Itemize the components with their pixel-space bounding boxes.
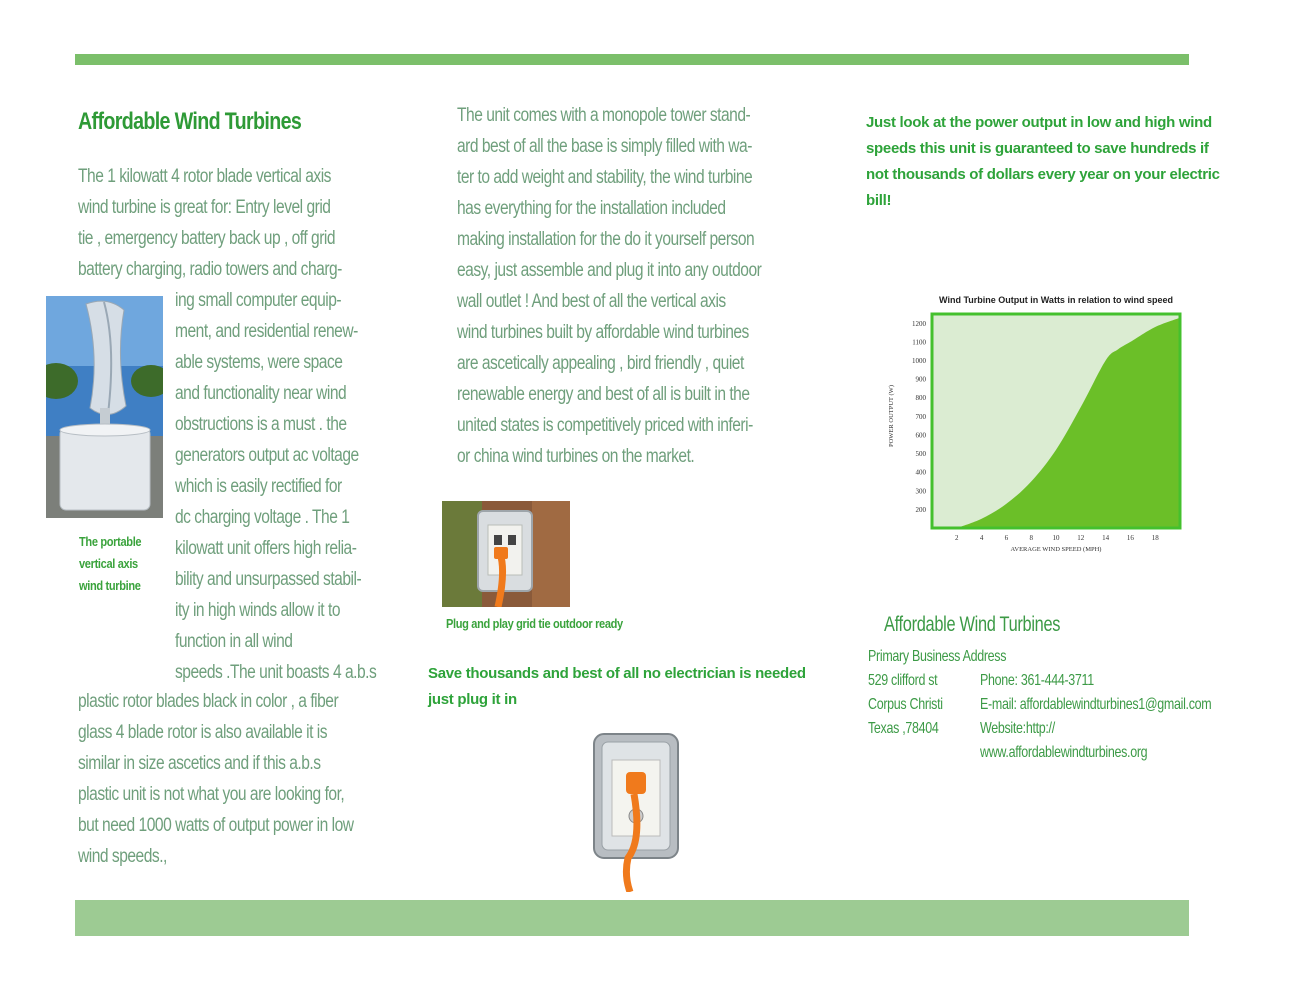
text-line: The 1 kilowatt 4 rotor blade vertical axis: [78, 166, 331, 187]
email-text: E-mail: affordablewindturbines1@gmail.com: [980, 696, 1212, 713]
business-address: [868, 669, 943, 741]
text-line: plastic rotor blades black in color , a fiber: [78, 691, 339, 712]
text-line: glass 4 blade rotor is also available it is: [78, 722, 328, 743]
turbine-photo-caption: [79, 531, 141, 597]
text-line: ing small computer equip-: [175, 290, 342, 311]
text-line: wind turbines built by affordable wind turbines: [457, 322, 749, 343]
address-heading: Primary Business Address: [868, 648, 1007, 665]
middle-text-block: [457, 100, 761, 472]
middle-promo-text: [428, 661, 806, 713]
text-line: tie , emergency battery back up , off grid: [78, 228, 336, 249]
text-line: plastic unit is not what you are looking for,: [78, 784, 345, 805]
promo-line: bill!: [866, 192, 892, 209]
text-line: and functionality near wind: [175, 383, 347, 404]
text-line: battery charging, radio towers and charg-: [78, 259, 342, 280]
chart-x-tick-label: 8: [1029, 534, 1033, 542]
chart-x-tick-label: 2: [955, 534, 959, 542]
chart-y-tick-label: 700: [915, 412, 926, 421]
power-output-chart: [876, 286, 1246, 568]
business-contact: [980, 669, 1211, 765]
left-text-block-a: [78, 161, 342, 285]
phone-text: Phone: 361-444-3711: [980, 672, 1094, 689]
text-line: obstructions is a must . the: [175, 414, 347, 435]
text-line: dc charging voltage . The 1: [175, 507, 350, 528]
address-line: Texas ,78404: [868, 720, 939, 737]
chart-y-tick-label: 1100: [912, 338, 926, 347]
promo-line: not thousands of dollars every year on your electric: [866, 166, 1220, 183]
chart-title: Wind Turbine Output in Watts in relation to wind speed: [939, 295, 1173, 305]
text-line: but need 1000 watts of output power in low: [78, 815, 354, 836]
text-line: The unit comes with a monopole tower stand-: [457, 105, 751, 126]
text-line: ment, and residential renew-: [175, 321, 358, 342]
chart-x-tick-label: 18: [1151, 534, 1159, 542]
text-line: speeds .The unit boasts 4 a.b.s: [175, 662, 377, 683]
chart-y-tick-label: 900: [915, 375, 926, 384]
weatherproof-outlet-cover-image: [590, 730, 685, 892]
caption-line: The portable: [79, 534, 142, 549]
promo-line: Save thousands and best of all no electrician is needed: [428, 665, 806, 682]
text-line: has everything for the installation included: [457, 198, 726, 219]
business-name: Affordable Wind Turbines: [884, 613, 1061, 636]
promo-line: just plug it in: [428, 691, 517, 708]
chart-y-tick-label: 800: [915, 394, 926, 403]
text-line: ard best of all the base is simply filled with wa-: [457, 136, 752, 157]
website-text: www.affordablewindturbines.org: [980, 744, 1148, 761]
text-line: are ascetically appealing , bird friendly , quiet: [457, 353, 744, 374]
text-line: ity in high winds allow it to: [175, 600, 340, 621]
text-line: kilowatt unit offers high relia-: [175, 538, 357, 559]
power-output-chart-svg: [876, 286, 1246, 568]
outdoor-outlet-photo: [442, 501, 570, 607]
address-line: Corpus Christi: [868, 696, 943, 713]
chart-x-tick-label: 10: [1052, 534, 1060, 542]
chart-y-tick-label: 300: [915, 487, 926, 496]
text-line: ter to add weight and stability, the wind turbine: [457, 167, 753, 188]
text-line: renewable energy and best of all is built in the: [457, 384, 750, 405]
chart-y-tick-label: 1000: [912, 357, 926, 366]
chart-y-tick-label: 400: [915, 468, 926, 477]
address-line: 529 clifford st: [868, 672, 938, 689]
text-line: easy, just assemble and plug it into any outdoor: [457, 260, 762, 281]
chart-y-ticks: [912, 320, 927, 514]
text-line: which is easily rectified for: [175, 476, 342, 497]
text-line: or china wind turbines on the market.: [457, 446, 695, 467]
chart-x-tick-label: 4: [979, 534, 984, 542]
chart-x-tick-label: 16: [1126, 534, 1134, 542]
caption-line: vertical axis: [79, 556, 138, 571]
text-line: making installation for the do it yourself person: [457, 229, 755, 250]
text-line: function in all wind: [175, 631, 293, 652]
chart-y-tick-label: 600: [915, 431, 926, 440]
promo-line: speeds this unit is guaranteed to save hundreds if: [866, 140, 1209, 157]
left-text-block-wrap: [175, 285, 376, 688]
text-line: wind speeds.,: [78, 846, 167, 867]
promo-line: Just look at the power output in low and high wind: [866, 114, 1212, 131]
text-line: wall outlet ! And best of all the vertical axis: [457, 291, 726, 312]
text-line: wind turbine is great for: Entry level grid: [78, 197, 331, 218]
chart-x-axis-label: AVERAGE WIND SPEED (MPH): [1010, 546, 1102, 553]
chart-x-ticks: [955, 534, 1159, 542]
chart-y-tick-label: 1200: [912, 319, 926, 328]
text-line: able systems, were space: [175, 352, 343, 373]
left-text-block-b: [78, 686, 354, 872]
brochure-title: Affordable Wind Turbines: [78, 108, 302, 135]
bottom-decorative-bar: [75, 900, 1189, 936]
text-line: united states is competitively priced with inferi-: [457, 415, 753, 436]
caption-line: wind turbine: [79, 578, 141, 593]
text-line: generators output ac voltage: [175, 445, 359, 466]
top-decorative-bar: [75, 54, 1189, 65]
text-line: similar in size ascetics and if this a.b.s: [78, 753, 321, 774]
chart-y-tick-label: 500: [915, 450, 926, 459]
website-text: Website:http://: [980, 720, 1055, 737]
outlet-photo-caption: Plug and play grid tie outdoor ready: [446, 616, 623, 631]
chart-y-tick-label: 200: [915, 505, 926, 514]
chart-x-tick-label: 12: [1077, 534, 1085, 542]
vertical-axis-turbine-photo: [46, 296, 163, 518]
chart-x-tick-label: 14: [1102, 534, 1110, 542]
chart-y-axis-label: POWER OUTPUT (W): [888, 385, 895, 447]
right-promo-text: [866, 110, 1220, 214]
chart-x-tick-label: 6: [1004, 534, 1009, 542]
text-line: bility and unsurpassed stabil-: [175, 569, 362, 590]
